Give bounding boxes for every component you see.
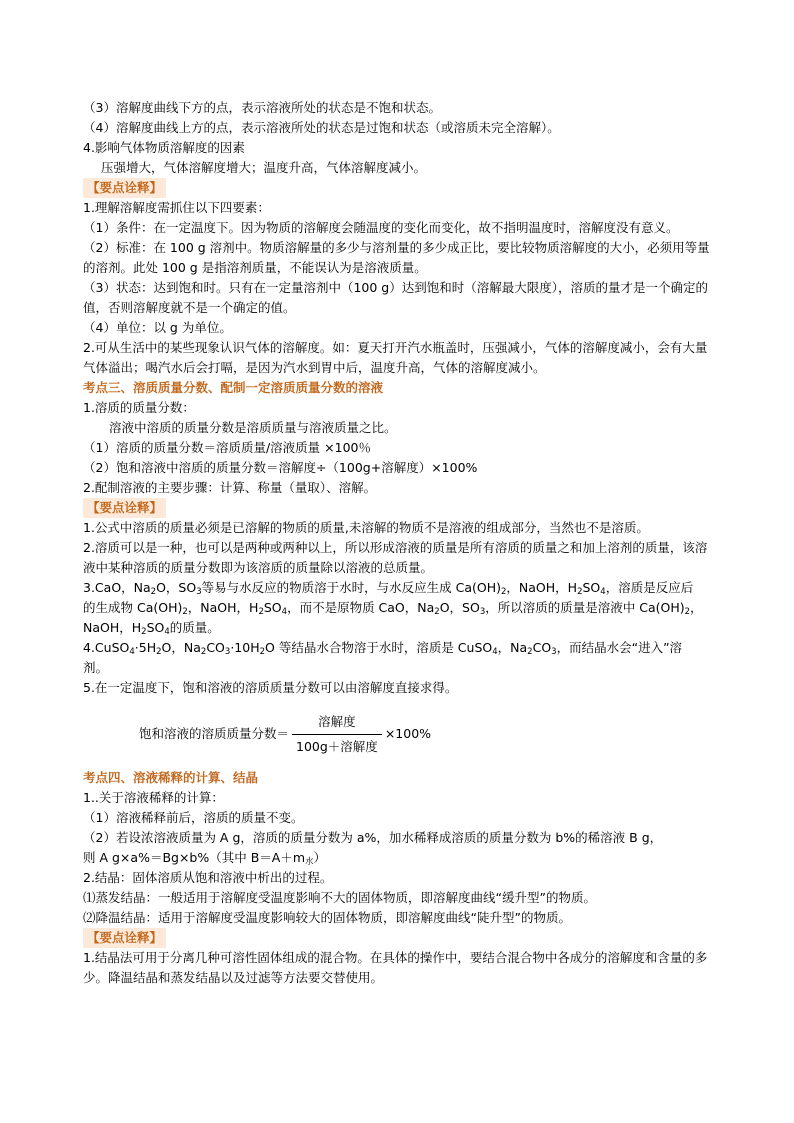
formula-denominator: 100g＋溶解度 — [292, 734, 382, 757]
text-line: 溶液中溶质的质量分数是溶质质量与溶液质量之比。 — [109, 420, 397, 435]
formula-fraction — [292, 712, 382, 757]
text-line: （1）溶质的质量分数＝溶质质量/溶液质量 ×100％ — [83, 440, 371, 455]
text-paragraph: 2.可从生活中的某些现象认识气体的溶解度。如：夏天打开汽水瓶盖时，压强减小，气体的溶解度减小，会有大量气体溢出；喝汽水后会打嗝，是因为汽水到胃中后，温度升高，气体的溶解度减小。 — [83, 340, 708, 375]
text-line: 则 A g×a%＝Bg×b%（其中 $B=A+m_水$） — [83, 850, 327, 867]
text-line: 1.理解溶解度需抓住以下四要素： — [83, 200, 270, 215]
text-line: ⑴蒸发结晶：一般适用于溶解度受温度影响不大的固体物质，即溶解度曲线“缓升型”的物质。 — [83, 890, 596, 905]
formula-right: ×100% — [384, 726, 432, 741]
text-line: （1）溶液稀释前后，溶质的质量不变。 — [83, 810, 304, 825]
text-line: 2.配制溶液的主要步骤：计算、称量（量取）、溶解。 — [83, 480, 377, 495]
key-point-label: 【要点诠释】 — [83, 498, 166, 518]
text-line: 1.溶质的质量分数： — [83, 400, 195, 415]
key-point-label: 【要点诠释】 — [83, 928, 166, 948]
formula-left: 饱和溶液的溶质质量分数＝ — [139, 726, 290, 741]
text-paragraph: （3）状态：达到饱和时。只有在一定量溶剂中（100 g）达到饱和时（溶解最大限度），溶质的量才是一个确定的值，否则溶解度就不是一个确定的值。 — [83, 280, 708, 315]
text-paragraph: 1.结晶法可用于分离几种可溶性固体组成的混合物。在具体的操作中，要结合混合物中各成分的溶解度和含量的多少。降温结晶和蒸发结晶以及过滤等方法要交替使用。 — [83, 950, 708, 985]
chemical-formula-line: 的生成物 $Ca(OH)_2$，NaOH，$H_2SO_4$，而不是原物质 CaO，$Na_2O$，$SO_3$，所以溶质的质量是溶液中 $Ca(OH)_2$， — [83, 600, 703, 617]
section-item: 4.影响气体物质溶解度的因素 — [83, 140, 245, 155]
document-page — [83, 98, 715, 988]
section-heading: 考点四、溶液稀释的计算、结晶 — [83, 770, 259, 785]
chemical-formula-line: NaOH，$H_2SO_4$的质量。 — [83, 620, 220, 637]
chemical-formula-line: 3.CaO，$Na_2O$，$SO_3$等易与水反应的物质溶于水时，与水反应生成 $Ca(OH)_2$，NaOH，$H_2SO_4$，溶质是反应后 — [83, 580, 694, 597]
text-paragraph: （2）标准：在 100 g 溶剂中。物质溶解量的多少与溶剂量的多少成正比，要比较物质溶解度的大小，必须用等量的溶剂。此处 100 g 是指溶剂质量，不能误认为是溶液质量。 — [83, 240, 710, 275]
text-paragraph: 1.公式中溶质的质量必须是已溶解的物质的质量,未溶解的物质不是溶液的组成部分，当然也不是溶质。 — [83, 520, 649, 535]
text-line: 5.在一定温度下，饱和溶液的溶质质量分数可以由溶解度直接求得。 — [83, 680, 458, 695]
text-line: （3）溶解度曲线下方的点，表示溶液所处的状态是不饱和状态。 — [83, 100, 441, 115]
text-line: 1..关于溶液稀释的计算： — [83, 790, 224, 805]
text-paragraph: （1）条件：在一定温度下。因为物质的溶解度会随温度的变化而变化，故不指明温度时，溶解度没有意义。 — [83, 220, 679, 235]
text-line: 2.结晶：固体溶质从饱和溶液中析出的过程。 — [83, 870, 333, 885]
formula-numerator: 溶解度 — [318, 713, 356, 729]
section-heading: 考点三、溶质质量分数、配制一定溶质质量分数的溶液 — [83, 380, 384, 395]
chemical-formula-line: $4.CuSO_4\cdot 5H_2O$，$Na_2CO_3\cdot 10H_2O$ 等结晶水合物溶于水时，溶质是 CuSO$_4$，$Na_2CO_3$，而结晶水会“进入”溶 — [83, 640, 683, 657]
mass-fraction-formula — [139, 710, 715, 758]
text-line: （4）溶解度曲线上方的点，表示溶液所处的状态是过饱和状态（或溶质未完全溶解）。 — [83, 120, 560, 135]
text-line: （4）单位：以 g 为单位。 — [83, 320, 232, 335]
key-point-label: 【要点诠释】 — [83, 178, 166, 198]
text-line: （2）若设浓溶液质量为 A g，溶质的质量分数为 a%，加水稀释成溶质的质量分数为 b%的稀溶液 B g， — [83, 830, 663, 845]
text-paragraph: 2.溶质可以是一种，也可以是两种或两种以上，所以形成溶液的质量是所有溶质的质量之和加上溶剂的质量，该溶液中某种溶质的质量分数即为该溶质的质量除以溶液的总质量。 — [83, 540, 708, 575]
text-line: （2）饱和溶液中溶质的质量分数＝溶解度÷（100g+溶解度）×100% — [83, 460, 478, 475]
text-line: 剂。 — [83, 660, 109, 675]
text-line: ⑵降温结晶：适用于溶解度受温度影响较大的固体物质，即溶解度曲线“陡升型”的物质。 — [83, 910, 571, 925]
text-line: 压强增大，气体溶解度增大；温度升高，气体溶解度减小。 — [101, 160, 427, 175]
